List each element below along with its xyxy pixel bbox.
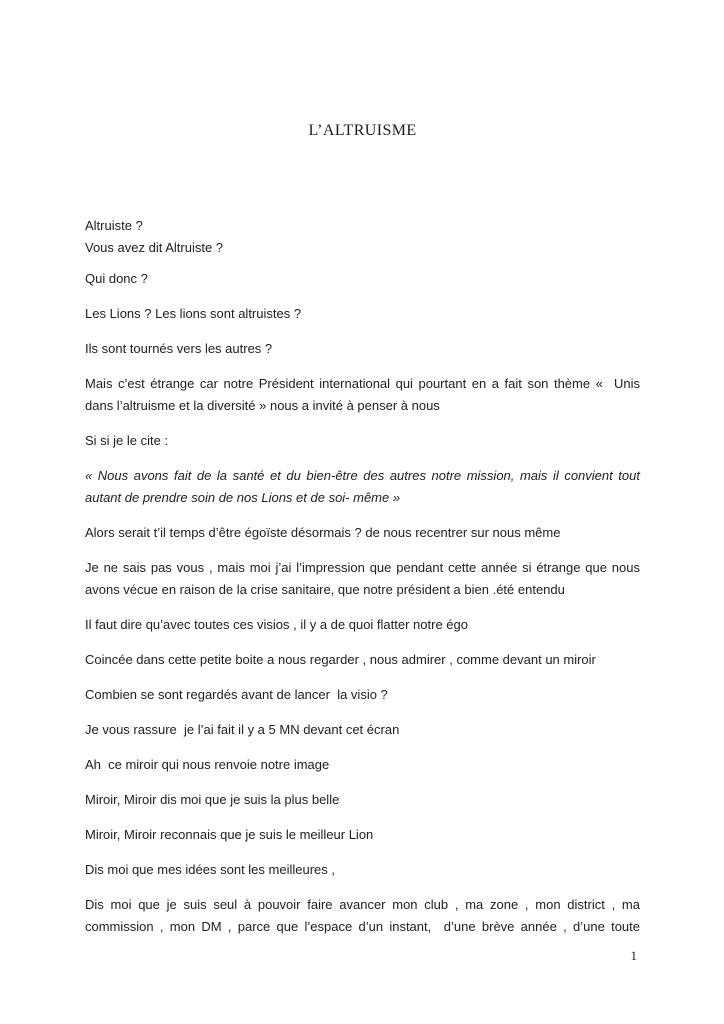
text-line: autant de prendre soin de nos Lions et de soi- même » — [85, 490, 401, 505]
text-line: Ils sont tournés vers les autres ? — [85, 341, 273, 356]
paragraph-citation-italique — [85, 465, 640, 509]
text-line: Mais c’est étrange car notre Président international qui pourtant en a fait son thème « Unis — [85, 376, 640, 391]
document-body — [85, 0, 640, 951]
paragraph-miroir-plus-belle — [85, 789, 640, 811]
text-line: Miroir, Miroir dis moi que je suis la plus belle — [85, 792, 340, 807]
paragraph-alors-serait-il-temps — [85, 522, 640, 544]
page-number: 1 — [630, 948, 637, 963]
paragraph-si-si-je-le-cite — [85, 430, 640, 452]
text-line: Miroir, Miroir reconnais que je suis le meilleur Lion — [85, 827, 374, 842]
paragraph-miroir-meilleur-lion — [85, 824, 640, 846]
paragraph-ah-ce-miroir — [85, 754, 640, 776]
text-line: Coincée dans cette petite boite a nous regarder , nous admirer , comme devant un miroir — [85, 652, 596, 667]
text-line: commission , mon DM , parce que l’espace d’un instant, d’une brève année , d’une toute — [85, 919, 640, 934]
paragraph-seul-a-pouvoir — [85, 894, 640, 938]
text-line: Qui donc ? — [85, 271, 148, 286]
paragraph-tournes-vers-les-autres — [85, 338, 640, 360]
paragraph-qui-donc — [85, 268, 640, 290]
text-line: Si si je le cite : — [85, 433, 169, 448]
text-line: Vous avez dit Altruiste ? — [85, 240, 224, 255]
text-line: Alors serait t’il temps d’être égoïste désormais ? de nous recentrer sur nous même — [85, 525, 561, 540]
text-line: « Nous avons fait de la santé et du bien-être des autres notre mission, mais il convient tout — [85, 468, 640, 483]
text-line: Dis moi que je suis seul à pouvoir faire avancer mon club , ma zone , mon district , ma — [85, 897, 640, 912]
text-line: Combien se sont regardés avant de lancer la visio ? — [85, 687, 388, 702]
paragraph-les-lions — [85, 303, 640, 325]
paragraph-mes-idees-meilleures — [85, 859, 640, 881]
text-line: avons vécue en raison de la crise sanitaire, que notre président a bien .été entendu — [85, 582, 565, 597]
text-line: Ah ce miroir qui nous renvoie notre image — [85, 757, 330, 772]
paragraph-altruiste — [85, 215, 640, 259]
text-line: Dis moi que mes idées sont les meilleures , — [85, 862, 335, 877]
paragraph-je-ne-sais-pas-vous — [85, 557, 640, 601]
text-line: Je vous rassure je l’ai fait il y a 5 MN devant cet écran — [85, 722, 400, 737]
paragraph-president-international — [85, 373, 640, 417]
text-line: dans l’altruisme et la diversité » nous a invité à penser à nous — [85, 398, 440, 413]
text-line: Je ne sais pas vous , mais moi j’ai l’impression que pendant cette année si étrange que nous — [85, 560, 640, 575]
text-line: Il faut dire qu’avec toutes ces visios , il y a de quoi flatter notre égo — [85, 617, 468, 632]
text-line: Altruiste ? — [85, 218, 143, 233]
paragraph-combien-se-sont-regardes — [85, 684, 640, 706]
paragraph-coincee-petite-boite — [85, 649, 640, 671]
paragraph-je-vous-rassure — [85, 719, 640, 741]
document-title: L’ALTRUISME — [308, 122, 417, 139]
paragraph-il-faut-dire — [85, 614, 640, 636]
text-line: Les Lions ? Les lions sont altruistes ? — [85, 306, 302, 321]
